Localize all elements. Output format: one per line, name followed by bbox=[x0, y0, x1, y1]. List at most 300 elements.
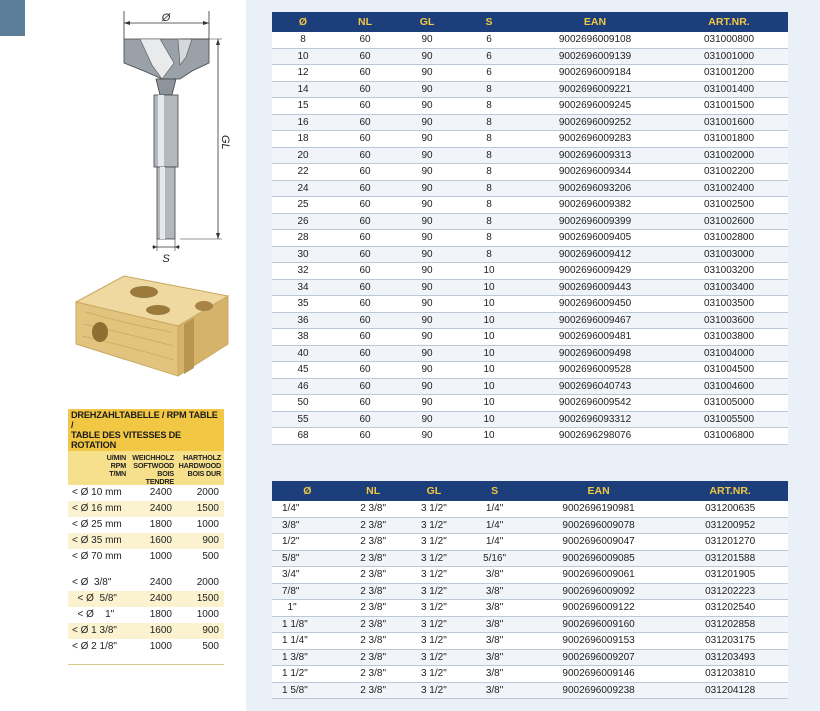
ean-cell: 9002696009139 bbox=[520, 48, 670, 65]
s-cell: 8 bbox=[458, 246, 520, 263]
art-nr-cell: 031003800 bbox=[670, 329, 788, 346]
shank-label: S bbox=[162, 253, 170, 265]
s-cell: 8 bbox=[458, 197, 520, 214]
s-cell: 3/8" bbox=[464, 583, 525, 600]
diameter-cell: 68 bbox=[272, 428, 334, 445]
nl-cell: 60 bbox=[334, 147, 396, 164]
art-nr-cell: 031001200 bbox=[670, 65, 788, 82]
gl-cell: 90 bbox=[396, 98, 458, 115]
s-cell: 1/4" bbox=[464, 534, 525, 551]
table-row bbox=[272, 164, 788, 181]
art-nr-cell: 031002600 bbox=[670, 213, 788, 230]
art-nr-cell: 031003400 bbox=[670, 279, 788, 296]
s-cell: 8 bbox=[458, 98, 520, 115]
ean-cell: 9002696009245 bbox=[520, 98, 670, 115]
art-nr-cell: 031202223 bbox=[672, 583, 788, 600]
ean-cell: 9002696009160 bbox=[525, 616, 672, 633]
nl-cell: 60 bbox=[334, 263, 396, 280]
diameter-cell: 1/4" bbox=[272, 501, 343, 517]
rpm-row: < Ø 25 mm 1800 1000 bbox=[72, 519, 219, 530]
diameter-cell: 45 bbox=[272, 362, 334, 379]
drill-bit-drawing bbox=[100, 5, 235, 267]
rpm-metric-rows bbox=[68, 485, 224, 565]
table-row bbox=[272, 517, 788, 534]
s-cell: 1/4" bbox=[464, 517, 525, 534]
diameter-cell: 1 1/8" bbox=[272, 616, 343, 633]
diameter-label: Ø bbox=[161, 12, 171, 24]
header-ean: EAN bbox=[520, 12, 670, 32]
table-row bbox=[272, 616, 788, 633]
nl-cell: 60 bbox=[334, 279, 396, 296]
table-row bbox=[272, 682, 788, 699]
diameter-cell: 1 3/8" bbox=[272, 649, 343, 666]
rpm-row: < Ø 5/8" 2400 1500 bbox=[68, 591, 224, 607]
s-cell: 8 bbox=[458, 213, 520, 230]
table-row bbox=[272, 583, 788, 600]
gl-cell: 90 bbox=[396, 65, 458, 82]
s-cell: 10 bbox=[458, 362, 520, 379]
diameter-cell: 22 bbox=[272, 164, 334, 181]
gl-cell: 90 bbox=[396, 345, 458, 362]
rpm-table-title bbox=[68, 409, 224, 451]
nl-cell: 2 3/8" bbox=[343, 666, 404, 683]
nl-cell: 60 bbox=[334, 213, 396, 230]
ean-cell: 9002696190981 bbox=[525, 501, 672, 517]
s-cell: 8 bbox=[458, 147, 520, 164]
diameter-cell: 20 bbox=[272, 147, 334, 164]
ean-cell: 9002696009238 bbox=[525, 682, 672, 699]
art-nr-cell: 031004600 bbox=[670, 378, 788, 395]
art-nr-cell: 031204128 bbox=[672, 682, 788, 699]
s-cell: 3/8" bbox=[464, 649, 525, 666]
rpm-title-line2: TABLE DES VITESSES DE ROTATION bbox=[71, 430, 181, 450]
gl-cell: 90 bbox=[396, 279, 458, 296]
rpm-bottom-rule bbox=[68, 655, 224, 665]
ean-cell: 9002696009085 bbox=[525, 550, 672, 567]
diameter-cell: 1/2" bbox=[272, 534, 343, 551]
art-nr-cell: 031004000 bbox=[670, 345, 788, 362]
art-nr-cell: 031003500 bbox=[670, 296, 788, 313]
gl-cell: 90 bbox=[396, 48, 458, 65]
nl-cell: 2 3/8" bbox=[343, 600, 404, 617]
ean-cell: 9002696009092 bbox=[525, 583, 672, 600]
table-row bbox=[272, 246, 788, 263]
table-row bbox=[272, 411, 788, 428]
nl-cell: 60 bbox=[334, 411, 396, 428]
nl-cell: 60 bbox=[334, 362, 396, 379]
left-panel bbox=[0, 0, 246, 711]
art-nr-cell: 031005000 bbox=[670, 395, 788, 412]
rpm-row: < Ø 1" 1800 1000 bbox=[72, 609, 219, 620]
ean-cell: 9002696093206 bbox=[520, 180, 670, 197]
table-row bbox=[272, 230, 788, 247]
art-nr-cell: 031004500 bbox=[670, 362, 788, 379]
diameter-cell: 46 bbox=[272, 378, 334, 395]
table-row bbox=[272, 329, 788, 346]
ean-cell: 9002696009047 bbox=[525, 534, 672, 551]
table-row bbox=[272, 395, 788, 412]
art-nr-cell: 031203810 bbox=[672, 666, 788, 683]
ean-cell: 9002696009252 bbox=[520, 114, 670, 131]
s-cell: 8 bbox=[458, 180, 520, 197]
nl-cell: 2 3/8" bbox=[343, 649, 404, 666]
ean-cell: 9002696009467 bbox=[520, 312, 670, 329]
rpm-table bbox=[68, 409, 224, 665]
gl-cell: 3 1/2" bbox=[404, 633, 465, 650]
s-cell: 3/8" bbox=[464, 600, 525, 617]
rpm-row: < Ø 3/8" 2400 2000 bbox=[72, 577, 219, 588]
diameter-cell: 28 bbox=[272, 230, 334, 247]
gl-cell: 90 bbox=[396, 428, 458, 445]
rpm-row: < Ø 1 3/8" 1600 900 bbox=[68, 623, 224, 639]
art-nr-cell: 031201588 bbox=[672, 550, 788, 567]
gl-cell: 90 bbox=[396, 395, 458, 412]
nl-cell: 2 3/8" bbox=[343, 583, 404, 600]
nl-cell: 2 3/8" bbox=[343, 682, 404, 699]
s-cell: 1/4" bbox=[464, 501, 525, 517]
s-cell: 8 bbox=[458, 230, 520, 247]
nl-cell: 2 3/8" bbox=[343, 633, 404, 650]
ean-cell: 9002696009528 bbox=[520, 362, 670, 379]
ean-cell: 9002696009405 bbox=[520, 230, 670, 247]
ean-cell: 9002696009061 bbox=[525, 567, 672, 584]
s-cell: 10 bbox=[458, 329, 520, 346]
header-art-nr: ART.NR. bbox=[672, 481, 788, 501]
diameter-cell: 25 bbox=[272, 197, 334, 214]
diameter-cell: 8 bbox=[272, 32, 334, 48]
header-gl: GL bbox=[404, 481, 465, 501]
gl-cell: 90 bbox=[396, 362, 458, 379]
nl-cell: 60 bbox=[334, 329, 396, 346]
gl-cell: 90 bbox=[396, 180, 458, 197]
ean-cell: 9002696009382 bbox=[520, 197, 670, 214]
ean-cell: 9002696009221 bbox=[520, 81, 670, 98]
diameter-cell: 40 bbox=[272, 345, 334, 362]
ean-cell: 9002696009429 bbox=[520, 263, 670, 280]
gl-cell: 90 bbox=[396, 32, 458, 48]
rpm-header-softwood: WEICHHOLZ SOFTWOOD BOIS TENDRE bbox=[132, 453, 174, 486]
table-row bbox=[272, 312, 788, 329]
gl-cell: 90 bbox=[396, 329, 458, 346]
ean-cell: 9002696009450 bbox=[520, 296, 670, 313]
ean-cell: 9002696009108 bbox=[520, 32, 670, 48]
gl-cell: 90 bbox=[396, 131, 458, 148]
gl-cell: 90 bbox=[396, 296, 458, 313]
gl-cell: 3 1/2" bbox=[404, 600, 465, 617]
gl-cell: 3 1/2" bbox=[404, 583, 465, 600]
gl-cell: 90 bbox=[396, 164, 458, 181]
table-row bbox=[272, 633, 788, 650]
table-row bbox=[272, 534, 788, 551]
gl-cell: 90 bbox=[396, 312, 458, 329]
gl-cell: 90 bbox=[396, 114, 458, 131]
ean-cell: 9002696009078 bbox=[525, 517, 672, 534]
ean-cell: 9002696009344 bbox=[520, 164, 670, 181]
diameter-cell: 30 bbox=[272, 246, 334, 263]
diameter-cell: 36 bbox=[272, 312, 334, 329]
art-nr-cell: 031001800 bbox=[670, 131, 788, 148]
art-nr-cell: 031000800 bbox=[670, 32, 788, 48]
gl-cell: 90 bbox=[396, 147, 458, 164]
s-cell: 3/8" bbox=[464, 633, 525, 650]
gl-cell: 90 bbox=[396, 263, 458, 280]
header-s: S bbox=[464, 481, 525, 501]
gl-cell: 3 1/2" bbox=[404, 616, 465, 633]
rpm-header-unit: U/MIN RPM T/MN bbox=[106, 453, 126, 478]
s-cell: 5/16" bbox=[464, 550, 525, 567]
s-cell: 8 bbox=[458, 81, 520, 98]
nl-cell: 60 bbox=[334, 345, 396, 362]
table-row bbox=[272, 98, 788, 115]
art-nr-cell: 031003000 bbox=[670, 246, 788, 263]
ean-cell: 9002696009153 bbox=[525, 633, 672, 650]
nl-cell: 2 3/8" bbox=[343, 550, 404, 567]
art-nr-cell: 031002200 bbox=[670, 164, 788, 181]
art-nr-cell: 031003600 bbox=[670, 312, 788, 329]
nl-cell: 60 bbox=[334, 428, 396, 445]
s-cell: 8 bbox=[458, 114, 520, 131]
diameter-cell: 1 1/4" bbox=[272, 633, 343, 650]
diameter-cell: 5/8" bbox=[272, 550, 343, 567]
art-nr-cell: 031001500 bbox=[670, 98, 788, 115]
art-nr-cell: 031002000 bbox=[670, 147, 788, 164]
gl-cell: 90 bbox=[396, 81, 458, 98]
gl-cell: 3 1/2" bbox=[404, 517, 465, 534]
diameter-cell: 1 5/8" bbox=[272, 682, 343, 699]
rpm-gap bbox=[68, 565, 224, 575]
ean-cell: 9002696009412 bbox=[520, 246, 670, 263]
gl-cell: 3 1/2" bbox=[404, 682, 465, 699]
header-nl: NL bbox=[343, 481, 404, 501]
art-nr-cell: 031203175 bbox=[672, 633, 788, 650]
art-nr-cell: 031006800 bbox=[670, 428, 788, 445]
nl-cell: 2 3/8" bbox=[343, 501, 404, 517]
art-nr-cell: 031001000 bbox=[670, 48, 788, 65]
table-row bbox=[272, 147, 788, 164]
diameter-cell: 3/4" bbox=[272, 567, 343, 584]
rpm-row: < Ø 10 mm 2400 2000 bbox=[72, 487, 219, 498]
nl-cell: 60 bbox=[334, 114, 396, 131]
art-nr-cell: 031002500 bbox=[670, 197, 788, 214]
nl-cell: 60 bbox=[334, 180, 396, 197]
art-nr-cell: 031200952 bbox=[672, 517, 788, 534]
gl-cell: 3 1/2" bbox=[404, 501, 465, 517]
table-row bbox=[272, 81, 788, 98]
nl-cell: 60 bbox=[334, 312, 396, 329]
s-cell: 10 bbox=[458, 428, 520, 445]
gl-cell: 90 bbox=[396, 411, 458, 428]
table-row bbox=[272, 501, 788, 517]
diameter-cell: 12 bbox=[272, 65, 334, 82]
table-row bbox=[272, 131, 788, 148]
diameter-cell: 50 bbox=[272, 395, 334, 412]
art-nr-cell: 031001600 bbox=[670, 114, 788, 131]
header-diameter: Ø bbox=[272, 12, 334, 32]
rpm-table-header bbox=[68, 451, 224, 485]
gl-cell: 3 1/2" bbox=[404, 534, 465, 551]
s-cell: 6 bbox=[458, 65, 520, 82]
gl-cell: 3 1/2" bbox=[404, 550, 465, 567]
diameter-cell: 10 bbox=[272, 48, 334, 65]
diameter-cell: 3/8" bbox=[272, 517, 343, 534]
art-nr-cell: 031003200 bbox=[670, 263, 788, 280]
ean-cell: 9002696009443 bbox=[520, 279, 670, 296]
diameter-cell: 32 bbox=[272, 263, 334, 280]
table-row bbox=[272, 550, 788, 567]
table-row bbox=[272, 65, 788, 82]
ean-cell: 9002696093312 bbox=[520, 411, 670, 428]
table-row bbox=[272, 428, 788, 445]
nl-cell: 2 3/8" bbox=[343, 567, 404, 584]
nl-cell: 60 bbox=[334, 98, 396, 115]
nl-cell: 60 bbox=[334, 378, 396, 395]
s-cell: 8 bbox=[458, 131, 520, 148]
gl-cell: 90 bbox=[396, 197, 458, 214]
art-nr-cell: 031002800 bbox=[670, 230, 788, 247]
diameter-cell: 26 bbox=[272, 213, 334, 230]
table-row bbox=[272, 362, 788, 379]
nl-cell: 2 3/8" bbox=[343, 534, 404, 551]
gl-cell: 90 bbox=[396, 230, 458, 247]
s-cell: 10 bbox=[458, 345, 520, 362]
header-gl: GL bbox=[396, 12, 458, 32]
art-nr-cell: 031202858 bbox=[672, 616, 788, 633]
table-row bbox=[272, 263, 788, 280]
s-cell: 3/8" bbox=[464, 567, 525, 584]
nl-cell: 60 bbox=[334, 246, 396, 263]
gl-cell: 90 bbox=[396, 378, 458, 395]
diameter-cell: 35 bbox=[272, 296, 334, 313]
ean-cell: 9002696009498 bbox=[520, 345, 670, 362]
s-cell: 10 bbox=[458, 395, 520, 412]
nl-cell: 2 3/8" bbox=[343, 616, 404, 633]
header-nl: NL bbox=[334, 12, 396, 32]
table-row bbox=[272, 48, 788, 65]
ean-cell: 9002696009542 bbox=[520, 395, 670, 412]
ean-cell: 9002696298076 bbox=[520, 428, 670, 445]
rpm-title-line1: DREHZAHLTABELLE / RPM TABLE / bbox=[71, 410, 218, 430]
table-row bbox=[272, 197, 788, 214]
s-cell: 8 bbox=[458, 164, 520, 181]
table-header-row bbox=[272, 12, 788, 32]
s-cell: 10 bbox=[458, 312, 520, 329]
diameter-cell: 18 bbox=[272, 131, 334, 148]
ean-cell: 9002696009207 bbox=[525, 649, 672, 666]
s-cell: 10 bbox=[458, 279, 520, 296]
table-row bbox=[272, 180, 788, 197]
diameter-cell: 16 bbox=[272, 114, 334, 131]
nl-cell: 60 bbox=[334, 197, 396, 214]
s-cell: 10 bbox=[458, 411, 520, 428]
rpm-row: < Ø 16 mm 2400 1500 bbox=[68, 501, 224, 517]
ean-cell: 9002696009146 bbox=[525, 666, 672, 683]
gl-cell: 3 1/2" bbox=[404, 666, 465, 683]
gl-cell: 3 1/2" bbox=[404, 567, 465, 584]
art-nr-cell: 031203493 bbox=[672, 649, 788, 666]
nl-cell: 60 bbox=[334, 230, 396, 247]
table-row bbox=[272, 279, 788, 296]
ean-cell: 9002696040743 bbox=[520, 378, 670, 395]
table-row bbox=[272, 600, 788, 617]
s-cell: 6 bbox=[458, 48, 520, 65]
s-cell: 10 bbox=[458, 263, 520, 280]
wood-block-image bbox=[66, 272, 234, 380]
rpm-header-hardwood: HARTHOLZ HARDWOOD BOIS DUR bbox=[178, 453, 221, 478]
s-cell: 10 bbox=[458, 378, 520, 395]
header-s: S bbox=[458, 12, 520, 32]
art-nr-cell: 031202540 bbox=[672, 600, 788, 617]
ean-cell: 9002696009184 bbox=[520, 65, 670, 82]
ean-cell: 9002696009122 bbox=[525, 600, 672, 617]
table-row bbox=[272, 666, 788, 683]
header-diameter: Ø bbox=[272, 481, 343, 501]
metric-spec-table bbox=[272, 12, 788, 445]
diameter-cell: 7/8" bbox=[272, 583, 343, 600]
ean-cell: 9002696009481 bbox=[520, 329, 670, 346]
nl-cell: 2 3/8" bbox=[343, 517, 404, 534]
art-nr-cell: 031005500 bbox=[670, 411, 788, 428]
header-art-nr: ART.NR. bbox=[670, 12, 788, 32]
diameter-cell: 1" bbox=[272, 600, 343, 617]
table-header-row bbox=[272, 481, 788, 501]
nl-cell: 60 bbox=[334, 48, 396, 65]
s-cell: 6 bbox=[458, 32, 520, 48]
imperial-table-body bbox=[272, 501, 788, 699]
table-row bbox=[272, 114, 788, 131]
ean-cell: 9002696009399 bbox=[520, 213, 670, 230]
diameter-cell: 55 bbox=[272, 411, 334, 428]
diameter-cell: 34 bbox=[272, 279, 334, 296]
art-nr-cell: 031001400 bbox=[670, 81, 788, 98]
art-nr-cell: 031201270 bbox=[672, 534, 788, 551]
diameter-cell: 15 bbox=[272, 98, 334, 115]
rpm-imperial-rows bbox=[68, 575, 224, 655]
table-row bbox=[272, 567, 788, 584]
rpm-row: < Ø 70 mm 1000 500 bbox=[72, 551, 219, 562]
nl-cell: 60 bbox=[334, 296, 396, 313]
table-row bbox=[272, 213, 788, 230]
s-cell: 3/8" bbox=[464, 616, 525, 633]
nl-cell: 60 bbox=[334, 65, 396, 82]
gl-cell: 90 bbox=[396, 246, 458, 263]
art-nr-cell: 031201905 bbox=[672, 567, 788, 584]
nl-cell: 60 bbox=[334, 32, 396, 48]
nl-cell: 60 bbox=[334, 131, 396, 148]
diameter-cell: 38 bbox=[272, 329, 334, 346]
nl-cell: 60 bbox=[334, 164, 396, 181]
nl-cell: 60 bbox=[334, 395, 396, 412]
ean-cell: 9002696009283 bbox=[520, 131, 670, 148]
ean-cell: 9002696009313 bbox=[520, 147, 670, 164]
diameter-cell: 1 1/2" bbox=[272, 666, 343, 683]
table-row bbox=[272, 378, 788, 395]
metric-table-body bbox=[272, 32, 788, 444]
s-cell: 3/8" bbox=[464, 666, 525, 683]
diameter-cell: 14 bbox=[272, 81, 334, 98]
rpm-row: < Ø 2 1/8" 1000 500 bbox=[72, 641, 219, 652]
table-row bbox=[272, 296, 788, 313]
table-row bbox=[272, 649, 788, 666]
length-label: GL bbox=[219, 135, 231, 150]
gl-cell: 90 bbox=[396, 213, 458, 230]
nl-cell: 60 bbox=[334, 81, 396, 98]
diameter-cell: 24 bbox=[272, 180, 334, 197]
art-nr-cell: 031200635 bbox=[672, 501, 788, 517]
imperial-spec-table bbox=[272, 481, 788, 699]
table-row bbox=[272, 32, 788, 48]
art-nr-cell: 031002400 bbox=[670, 180, 788, 197]
gl-cell: 3 1/2" bbox=[404, 649, 465, 666]
